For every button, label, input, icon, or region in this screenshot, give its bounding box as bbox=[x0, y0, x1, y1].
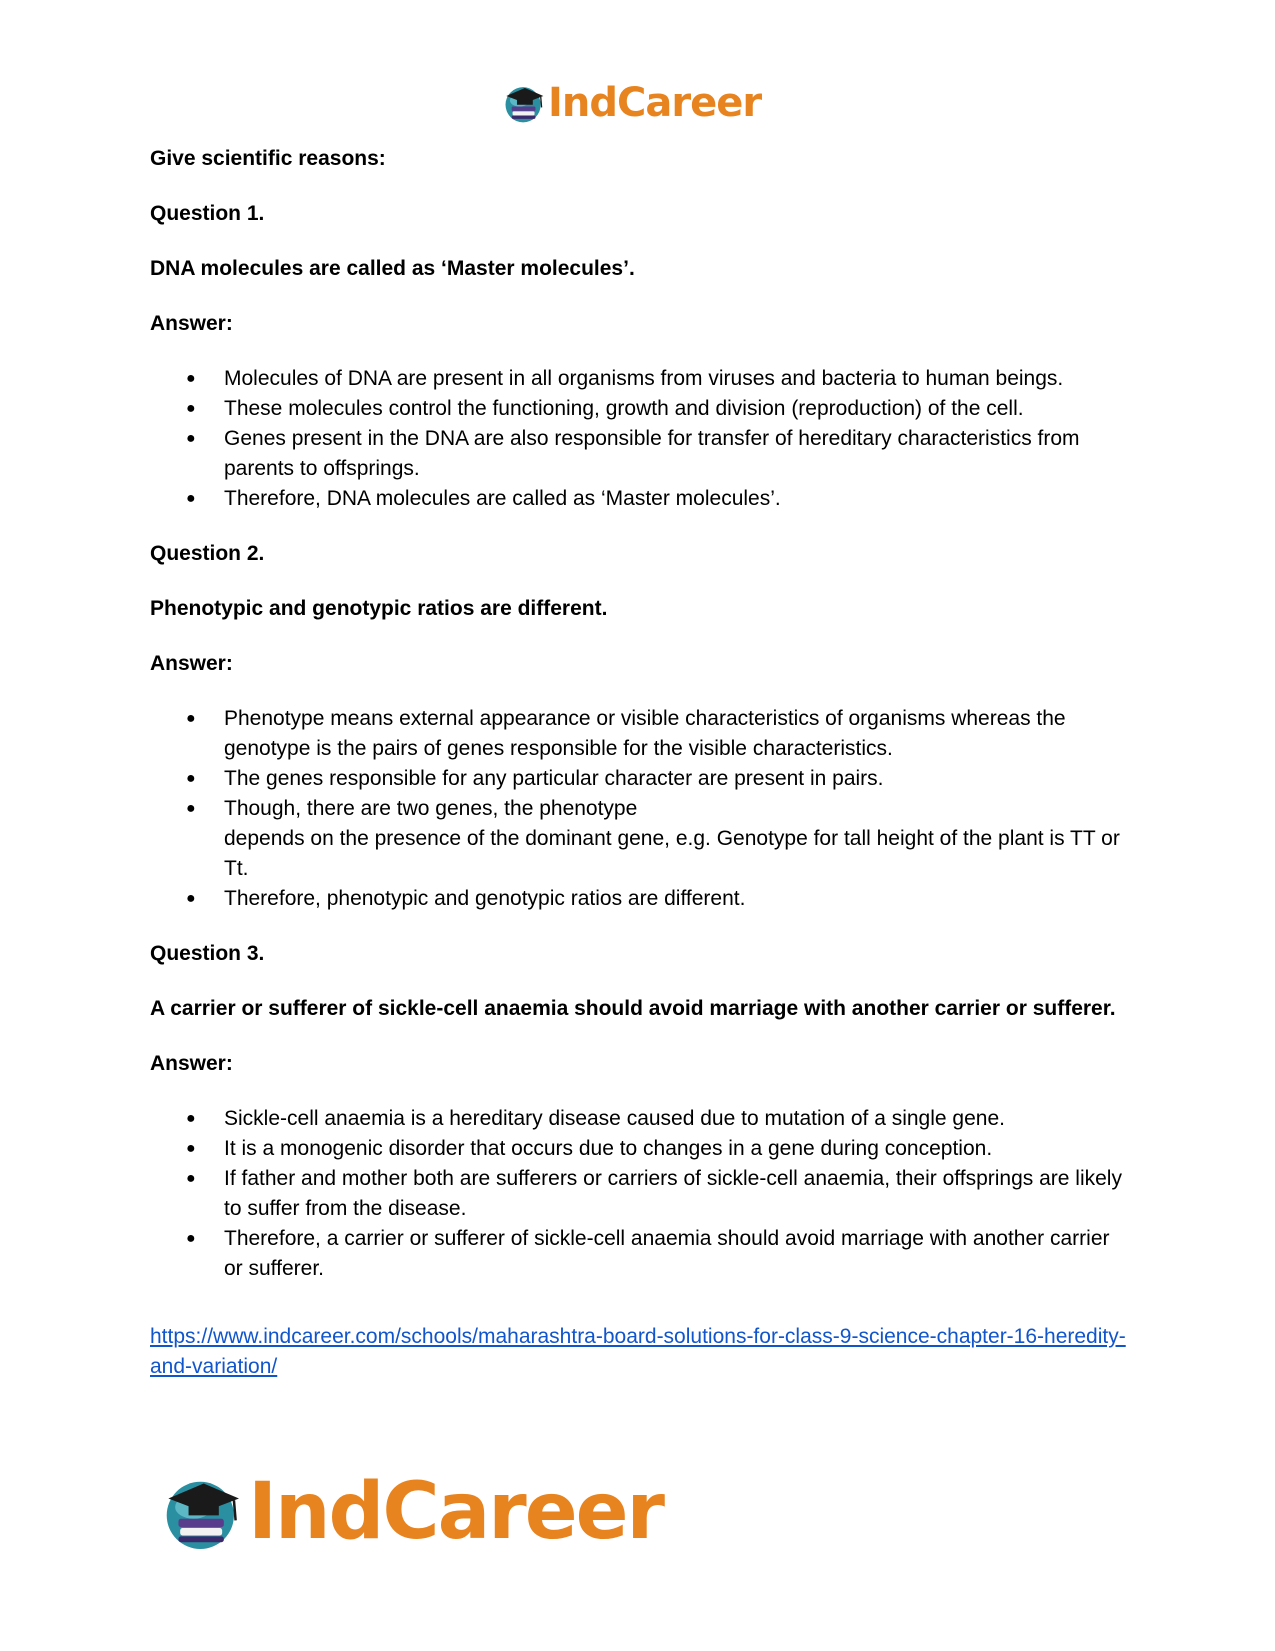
document-body bbox=[150, 144, 1130, 1382]
footer-logo bbox=[160, 1462, 663, 1562]
logo-wordmark: IndCareer bbox=[248, 1467, 663, 1557]
answer-label: Answer: bbox=[150, 1052, 233, 1075]
graduation-globe-icon bbox=[502, 81, 546, 125]
list-item: ● It is a monogenic disorder that occurs due to changes in a gene during conception. bbox=[150, 1134, 1130, 1164]
question-title: A carrier or sufferer of sickle-cell anaemia should avoid marriage with another carrier or sufferer. bbox=[150, 997, 1116, 1020]
graduation-globe-icon bbox=[160, 1470, 244, 1554]
page-heading: Give scientific reasons: bbox=[150, 147, 386, 170]
list-item: ● Phenotype means external appearance or visible characteristics of organisms whereas the genotype is the pairs of genes responsible for the visible characteristics. bbox=[150, 704, 1130, 764]
list-item-line: Though, there are two genes, the phenotype bbox=[224, 797, 638, 820]
list-item: ● Molecules of DNA are present in all organisms from viruses and bacteria to human beings. bbox=[150, 364, 1130, 394]
list-item bbox=[150, 794, 1130, 884]
question-title: DNA molecules are called as ‘Master molecules’. bbox=[150, 257, 635, 280]
list-item: ● If father and mother both are sufferers or carriers of sickle-cell anaemia, their offsprings are likely to suffer from the disease. bbox=[150, 1164, 1130, 1224]
question-number: Question 3. bbox=[150, 942, 265, 965]
question-number: Question 1. bbox=[150, 202, 265, 225]
list-item: ● Therefore, DNA molecules are called as ‘Master molecules’. bbox=[150, 484, 1130, 514]
list-item: ● Sickle-cell anaemia is a hereditary disease caused due to mutation of a single gene. bbox=[150, 1104, 1130, 1134]
answer-label: Answer: bbox=[150, 652, 233, 675]
question-number: Question 2. bbox=[150, 542, 265, 565]
header-logo bbox=[502, 78, 761, 128]
list-item: ● Therefore, a carrier or sufferer of sickle-cell anaemia should avoid marriage with another carrier or sufferer. bbox=[150, 1224, 1130, 1284]
list-item-line: depends on the presence of the dominant gene, e.g. Genotype for tall height of the plant is TT or Tt. bbox=[224, 827, 1120, 880]
question-title: Phenotypic and genotypic ratios are different. bbox=[150, 597, 608, 620]
answer-list bbox=[150, 1104, 1130, 1284]
answer-list bbox=[150, 364, 1130, 514]
list-item: ● Genes present in the DNA are also responsible for transfer of hereditary characteristics from parents to offsprings. bbox=[150, 424, 1130, 484]
list-item: ● These molecules control the functioning, growth and division (reproduction) of the cell. bbox=[150, 394, 1130, 424]
source-link[interactable]: https://www.indcareer.com/schools/maharashtra-board-solutions-for-class-9-science-chapter-16-heredity-and-variation/ bbox=[150, 1325, 1126, 1378]
logo-wordmark: IndCareer bbox=[548, 80, 762, 126]
answer-list bbox=[150, 704, 1130, 914]
answer-label: Answer: bbox=[150, 312, 233, 335]
list-item: ● Therefore, phenotypic and genotypic ratios are different. bbox=[150, 884, 1130, 914]
list-item: ● The genes responsible for any particular character are present in pairs. bbox=[150, 764, 1130, 794]
